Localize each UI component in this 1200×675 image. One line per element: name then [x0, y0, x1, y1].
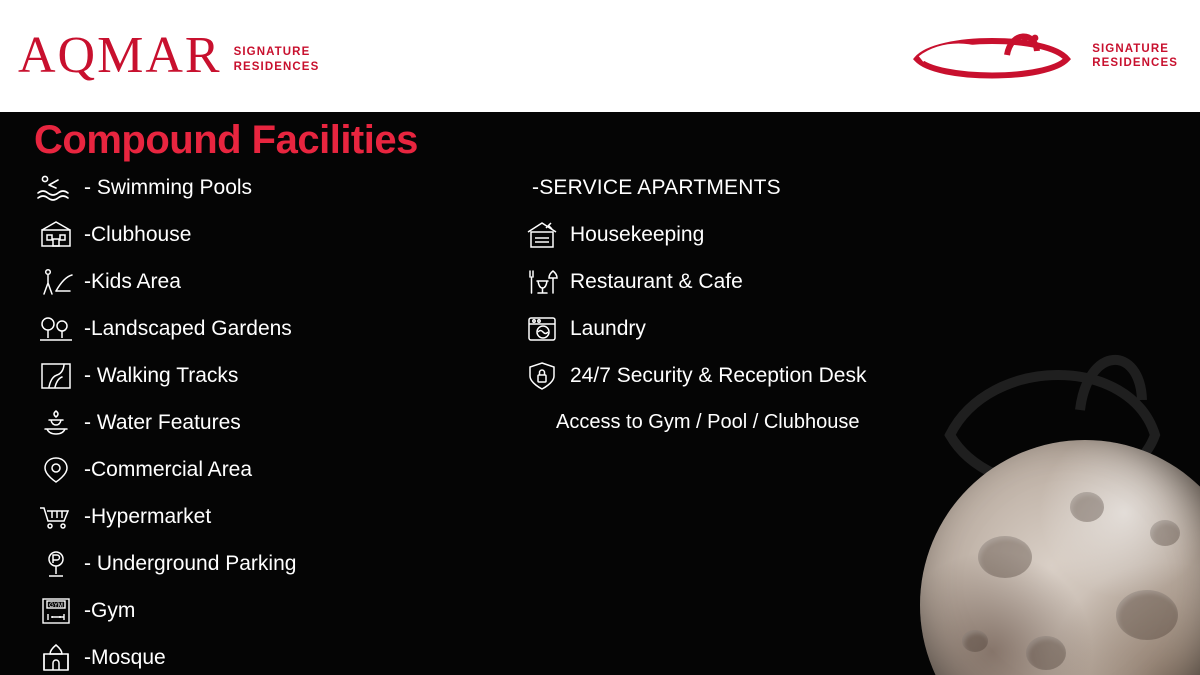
- list-item-label: Laundry: [570, 316, 646, 340]
- list-item-label: -Kids Area: [84, 269, 181, 293]
- brand-tagline-right-line1: SIGNATURE: [1092, 42, 1169, 55]
- brand-lockup-right: [907, 25, 1178, 87]
- list-item: [34, 399, 474, 446]
- brand-lockup-left: [18, 27, 320, 84]
- security-shield-lock-icon: [520, 359, 564, 393]
- list-item-label: - Water Features: [84, 410, 241, 434]
- laundry-washing-machine-icon: [520, 312, 564, 346]
- aqmar-arabic-logo-icon: [907, 25, 1082, 87]
- hypermarket-shopping-cart-icon: [34, 500, 78, 534]
- list-item: [34, 493, 474, 540]
- brand-tagline-right-line2: RESIDENCES: [1092, 57, 1178, 69]
- moon-crater: [962, 630, 988, 652]
- list-item: [34, 211, 474, 258]
- moon-crater: [1070, 492, 1104, 522]
- list-item: [520, 211, 960, 258]
- section-heading-service-apartments: -SERVICE APARTMENTS: [532, 175, 781, 199]
- list-item: [34, 305, 474, 352]
- kids-playground-slide-icon: [34, 265, 78, 299]
- list-item: [34, 540, 474, 587]
- access-note: Access to Gym / Pool / Clubhouse: [556, 411, 860, 433]
- list-item-label: -Commercial Area: [84, 457, 253, 481]
- facilities-list-right: [520, 164, 960, 446]
- list-item-label: 24/7 Security & Reception Desk: [570, 363, 867, 387]
- svg-text:GYM: GYM: [49, 602, 63, 609]
- facilities-list-left: [34, 164, 474, 675]
- list-item-label: -Gym: [84, 598, 136, 622]
- list-item: [520, 305, 960, 352]
- list-item-label: -Landscaped Gardens: [84, 316, 292, 340]
- list-item: [34, 634, 474, 675]
- list-item: [34, 352, 474, 399]
- list-item: [34, 587, 474, 634]
- moon-crater: [978, 536, 1032, 578]
- restaurant-cafe-table-icon: [520, 265, 564, 299]
- list-item: [34, 164, 474, 211]
- list-item-label: Housekeeping: [570, 222, 705, 246]
- list-item-label: -Hypermarket: [84, 504, 212, 528]
- list-item-label: -Mosque: [84, 645, 166, 669]
- moon-crater: [1026, 636, 1066, 670]
- list-item-label: Restaurant & Cafe: [570, 269, 743, 293]
- gym-building-icon: [34, 594, 78, 628]
- underground-parking-icon: [34, 547, 78, 581]
- list-item-label: -Clubhouse: [84, 222, 192, 246]
- commercial-area-map-pin-icon: [34, 453, 78, 487]
- list-item-label: - Walking Tracks: [84, 363, 239, 387]
- slide-body: [0, 112, 1200, 675]
- list-item-label: - Underground Parking: [84, 551, 297, 575]
- mosque-icon: [34, 641, 78, 675]
- water-fountain-icon: [34, 406, 78, 440]
- housekeeping-icon: [520, 218, 564, 252]
- clubhouse-icon: [34, 218, 78, 252]
- landscaped-garden-trees-icon: [34, 312, 78, 346]
- list-item-label: - Swimming Pools: [84, 175, 253, 199]
- moon-crater: [1150, 520, 1180, 546]
- page-title: Compound Facilities: [34, 118, 418, 162]
- moon-crater: [1116, 590, 1178, 640]
- brand-tagline: [234, 45, 320, 82]
- brand-tagline-right: [1092, 42, 1178, 71]
- list-item: [520, 352, 960, 399]
- list-item: [34, 258, 474, 305]
- slide-header: [0, 0, 1200, 112]
- walking-track-icon: [34, 359, 78, 393]
- brand-tagline-line2: RESIDENCES: [233, 60, 320, 73]
- brand-tagline-line1: SIGNATURE: [233, 46, 311, 59]
- list-item: [34, 446, 474, 493]
- swimming-pool-icon: [34, 171, 78, 205]
- list-item: [520, 258, 960, 305]
- brand-name: AQMAR: [18, 27, 222, 84]
